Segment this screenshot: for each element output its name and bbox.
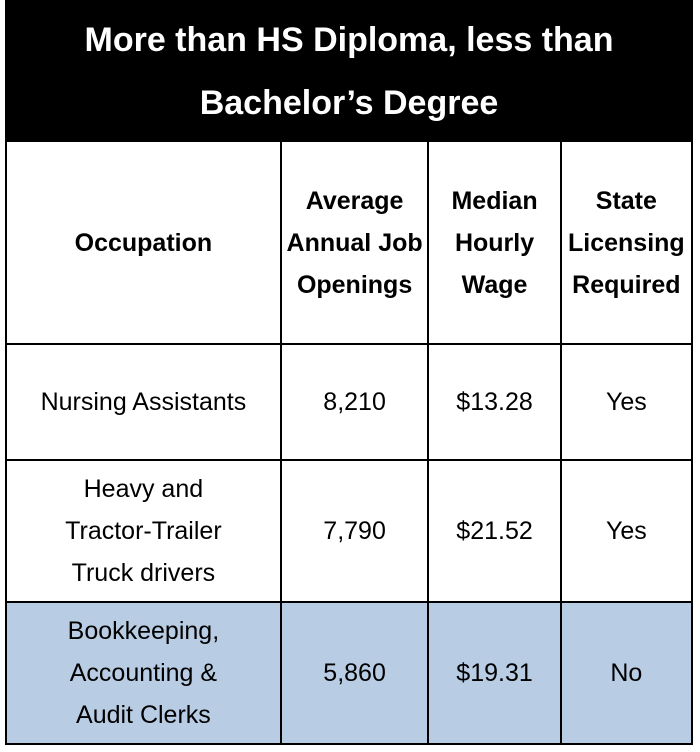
table-row xyxy=(6,460,692,602)
table-title-line-2: Bachelor’s Degree xyxy=(199,84,499,122)
cell-licensing: Yes xyxy=(561,460,692,602)
cell-openings: 8,210 xyxy=(281,344,429,460)
header-occupation xyxy=(6,141,281,344)
header-openings-line: Annual Job xyxy=(286,228,423,257)
occupation-line: Heavy and xyxy=(83,475,204,503)
jobs-table-container xyxy=(5,0,693,745)
header-openings-line: Average xyxy=(305,186,404,215)
header-occupation-label: Occupation xyxy=(74,228,213,257)
cell-openings: 7,790 xyxy=(281,460,429,602)
cell-licensing: No xyxy=(561,602,692,744)
occupation-table xyxy=(5,140,693,745)
header-licensing xyxy=(561,141,692,344)
header-licensing-line: Licensing xyxy=(568,228,685,257)
cell-wage: $19.31 xyxy=(428,602,560,744)
header-wage-line: Wage xyxy=(461,270,528,299)
header-wage-line: Hourly xyxy=(454,228,535,257)
header-licensing-line: Required xyxy=(572,270,681,299)
table-row-highlighted xyxy=(6,602,692,744)
header-openings xyxy=(281,141,429,344)
occupation-line: Tractor-Trailer xyxy=(65,517,222,545)
occupation-line: Bookkeeping, xyxy=(67,617,220,645)
occupation-line: Truck drivers xyxy=(71,559,216,587)
cell-wage: $21.52 xyxy=(428,460,560,602)
header-wage-line: Median xyxy=(451,186,538,215)
cell-wage: $13.28 xyxy=(428,344,560,460)
occupation-line: Nursing Assistants xyxy=(40,388,247,416)
table-title xyxy=(5,0,693,140)
cell-occupation xyxy=(6,460,281,602)
cell-openings: 5,860 xyxy=(281,602,429,744)
table-header-row xyxy=(6,141,692,344)
header-licensing-line: State xyxy=(595,186,657,215)
cell-occupation xyxy=(6,344,281,460)
occupation-line: Audit Clerks xyxy=(76,701,211,729)
header-openings-line: Openings xyxy=(296,270,413,299)
occupation-line: Accounting & xyxy=(69,659,218,687)
cell-licensing: Yes xyxy=(561,344,692,460)
header-wage xyxy=(428,141,560,344)
cell-occupation xyxy=(6,602,281,744)
table-row xyxy=(6,344,692,460)
table-title-line-1: More than HS Diploma, less than xyxy=(84,21,614,59)
